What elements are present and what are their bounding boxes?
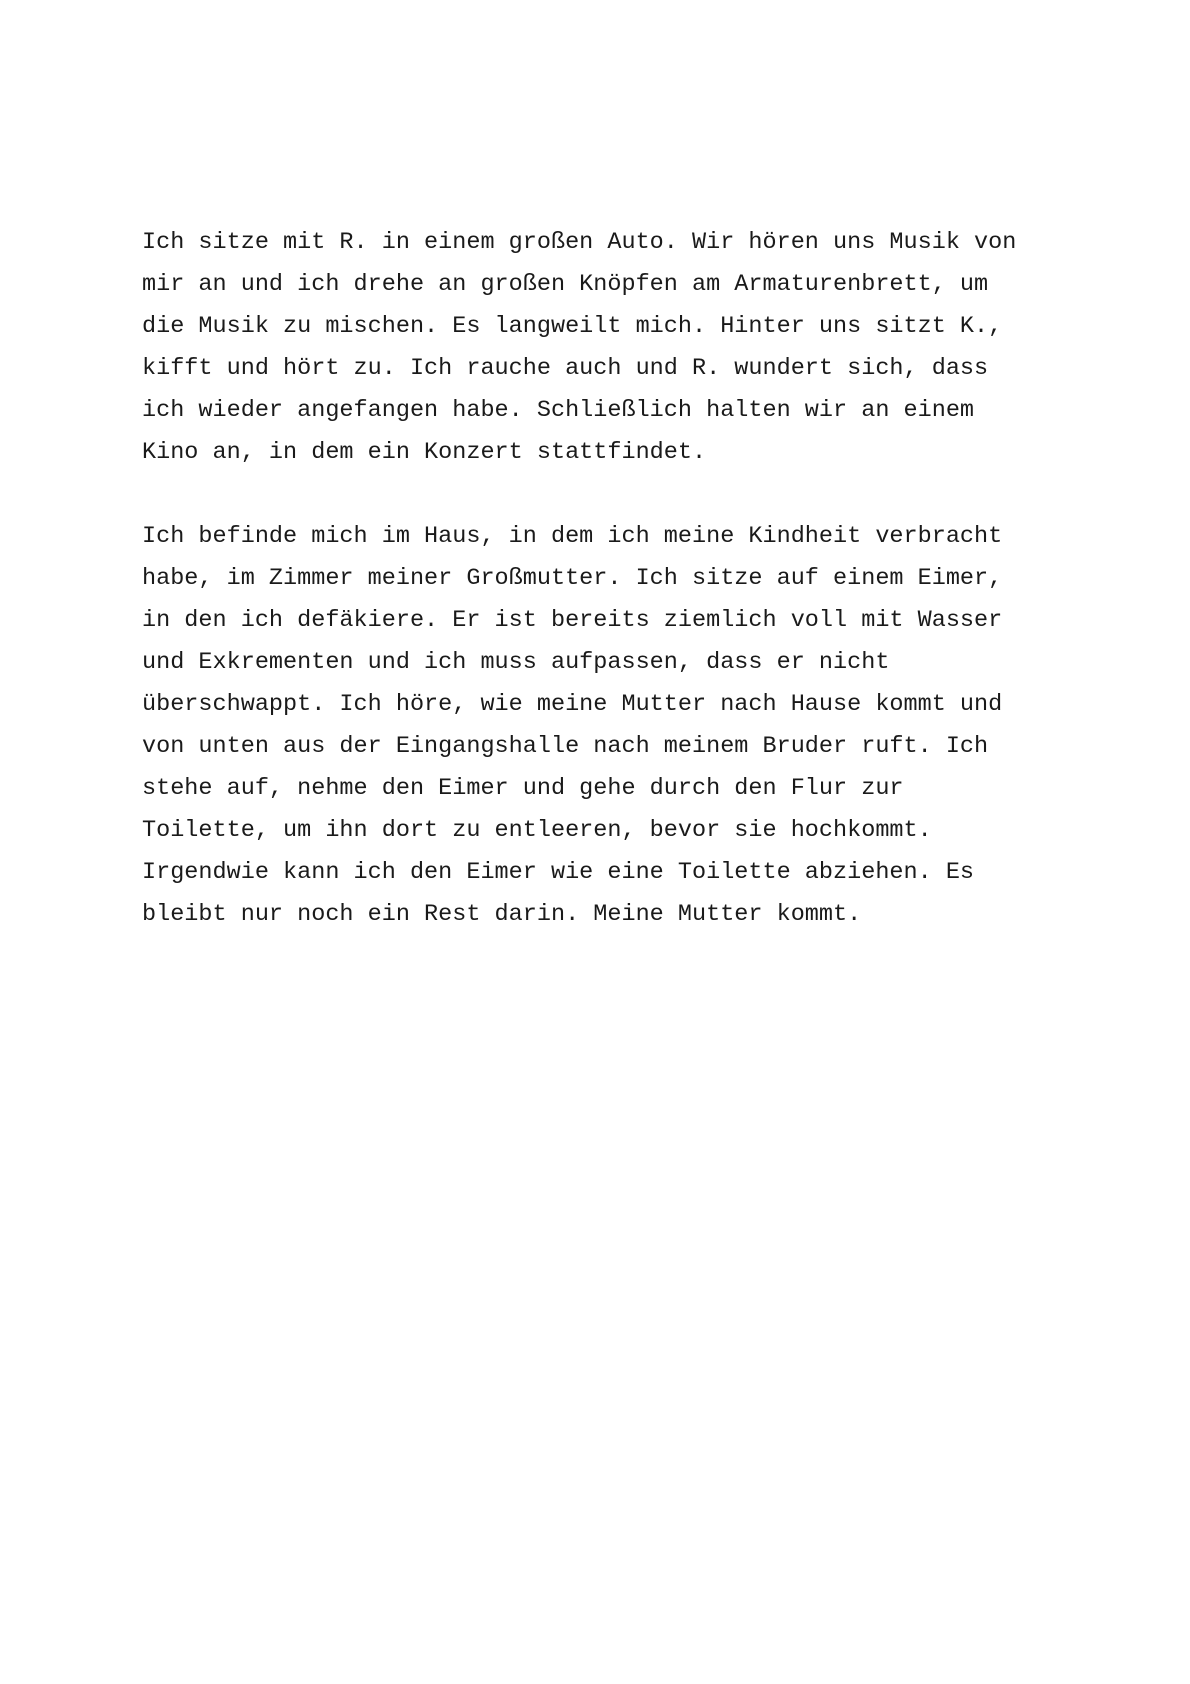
text-line: habe, im Zimmer meiner Großmutter. Ich sitze auf einem Eimer, bbox=[142, 565, 1003, 592]
text-line: kifft und hört zu. Ich rauche auch und R. wundert sich, dass bbox=[142, 355, 989, 382]
text-line: stehe auf, nehme den Eimer und gehe durch den Flur zur bbox=[142, 775, 904, 802]
text-line: und Exkrementen und ich muss aufpassen, dass er nicht bbox=[142, 649, 890, 676]
paragraph-car-dream bbox=[142, 222, 1082, 474]
text-line: bleibt nur noch ein Rest darin. Meine Mutter kommt. bbox=[142, 901, 862, 928]
text-line: ich wieder angefangen habe. Schließlich halten wir an einem bbox=[142, 397, 975, 424]
text-line: Irgendwie kann ich den Eimer wie eine Toilette abziehen. Es bbox=[142, 859, 975, 886]
text-line: Ich sitze mit R. in einem großen Auto. Wir hören uns Musik von bbox=[142, 229, 1017, 256]
text-line: Kino an, in dem ein Konzert stattfindet. bbox=[142, 439, 707, 466]
paragraph-house-dream bbox=[142, 516, 1082, 936]
text-line: Ich befinde mich im Haus, in dem ich meine Kindheit verbracht bbox=[142, 523, 1003, 550]
text-line: Toilette, um ihn dort zu entleeren, bevor sie hochkommt. bbox=[142, 817, 932, 844]
text-line: von unten aus der Eingangshalle nach meinem Bruder ruft. Ich bbox=[142, 733, 989, 760]
text-line: überschwappt. Ich höre, wie meine Mutter nach Hause kommt und bbox=[142, 691, 1003, 718]
document-body bbox=[142, 222, 1082, 978]
text-line: mir an und ich drehe an großen Knöpfen am Armaturenbrett, um bbox=[142, 271, 989, 298]
text-line: in den ich defäkiere. Er ist bereits ziemlich voll mit Wasser bbox=[142, 607, 1003, 634]
text-line: die Musik zu mischen. Es langweilt mich. Hinter uns sitzt K., bbox=[142, 313, 1003, 340]
